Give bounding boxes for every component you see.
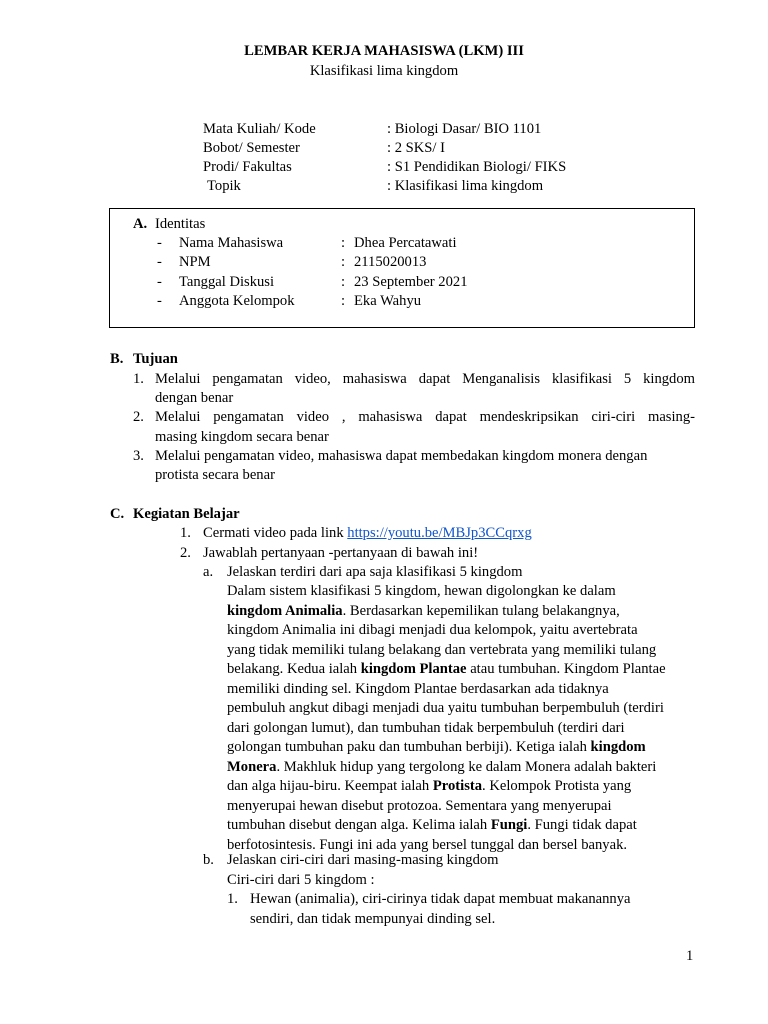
course-info-label: Bobot/ Semester: [203, 140, 300, 156]
answer-line: dari golongan lumut), dan tumbuhan tidak berpembuluh (terdiri dari: [227, 719, 625, 736]
answer-text: . Kelompok Protista yang: [482, 778, 632, 794]
answer-line: [227, 602, 693, 622]
tujuan-line: dengan benar: [155, 390, 234, 406]
section-heading: Identitas: [155, 216, 206, 232]
section-marker: B.: [110, 351, 124, 367]
bold-term: Monera: [227, 758, 277, 775]
bold-term: Fungi: [490, 817, 528, 833]
document-title: LEMBAR KERJA MAHASISWA (LKM) III: [244, 43, 524, 59]
answer-line: yang tidak memiliki tulang belakang dan vertebrata yang memiliki tulang: [227, 641, 657, 658]
course-info-value: : Biologi Dasar/ BIO 1101: [387, 121, 542, 137]
question-text: Jelaskan terdiri dari apa saja klasifikasi 5 kingdom: [227, 564, 523, 580]
identitas-value: 23 September 2021: [354, 274, 468, 290]
identitas-label: Tanggal Diskusi: [179, 274, 275, 290]
step-text: [203, 524, 532, 544]
answer-line: [227, 738, 693, 758]
answer-text: belakang. Kedua ialah: [227, 661, 361, 677]
identitas-colon: :: [341, 274, 346, 290]
list-number: 1.: [180, 525, 191, 541]
list-dash: -: [157, 254, 162, 270]
identitas-value: Eka Wahyu: [354, 293, 422, 309]
identitas-colon: :: [341, 254, 346, 270]
list-dash: -: [157, 274, 162, 290]
tujuan-line: Melalui pengamatan video , mahasiswa dapat mendeskripsikan ciri-ciri masing-: [155, 409, 695, 425]
section-marker: A.: [133, 216, 148, 232]
list-number: 3.: [133, 448, 144, 464]
list-dash: -: [157, 235, 162, 251]
identitas-value: Dhea Percatawati: [354, 235, 457, 251]
course-info-label: Mata Kuliah/ Kode: [203, 121, 316, 137]
answer-line: sendiri, dan tidak mempunyai dinding sel.: [250, 911, 496, 927]
question-marker: b.: [203, 852, 214, 868]
bold-term: kingdom: [590, 739, 646, 755]
course-info-value: : Klasifikasi lima kingdom: [387, 178, 544, 194]
list-number: 1.: [133, 371, 144, 387]
answer-a-paragraph: [227, 582, 693, 855]
answer-text: atau tumbuhan. Kingdom Plantae: [466, 661, 666, 677]
answer-text: . Makhluk hidup yang tergolong ke dalam Monera adalah bakteri: [276, 758, 657, 775]
answer-text: . Berdasarkan kepemilikan tulang belakangnya,: [342, 602, 620, 619]
tujuan-line: protista secara benar: [155, 467, 275, 483]
bold-term: kingdom Animalia: [227, 602, 343, 619]
identitas-value: 2115020013: [354, 254, 427, 270]
video-link[interactable]: https://youtu.be/MBJp3CCqrxg: [347, 525, 532, 541]
answer-intro: Ciri-ciri dari 5 kingdom :: [227, 872, 375, 888]
answer-line: memiliki dinding sel. Kingdom Plantae berdasarkan ada tidaknya: [227, 680, 609, 697]
answer-line: pembuluh angkut dibagi menjadi dua yaitu tumbuhan berpembuluh (terdiri: [227, 700, 664, 716]
question-text: Jelaskan ciri-ciri dari masing-masing kingdom: [227, 852, 499, 868]
section-marker: C.: [110, 506, 125, 522]
answer-text: tumbuhan disebut dengan alga. Kelima ialah: [227, 817, 491, 833]
answer-line: menyerupai hewan disebut protozoa. Sementara yang menyerupai: [227, 797, 612, 814]
section-heading: Kegiatan Belajar: [133, 506, 240, 522]
identitas-colon: :: [341, 235, 346, 251]
answer-line: [227, 758, 693, 778]
tujuan-line: masing kingdom secara benar: [155, 429, 329, 445]
identitas-label: Nama Mahasiswa: [179, 235, 284, 251]
identitas-label: NPM: [179, 254, 211, 270]
tujuan-line: Melalui pengamatan video, mahasiswa dapat membedakan kingdom monera dengan: [155, 448, 648, 464]
answer-line: [227, 816, 693, 836]
answer-text: dan alga hijau-biru. Keempat ialah: [227, 778, 433, 794]
bold-term: kingdom Plantae: [360, 661, 467, 677]
answer-line: [227, 660, 693, 680]
answer-text: golongan tumbuhan paku dan tumbuhan berbiji). Ketiga ialah: [227, 739, 591, 755]
list-dash: -: [157, 293, 162, 309]
course-info-value: : 2 SKS/ I: [387, 140, 445, 156]
answer-line: kingdom Animalia ini dibagi menjadi dua kelompok, yaitu avertebrata: [227, 622, 638, 638]
step1-text: Cermati video pada link: [203, 525, 348, 541]
question-marker: a.: [203, 564, 214, 580]
answer-line: Hewan (animalia), ciri-cirinya tidak dapat membuat makanannya: [250, 891, 631, 907]
list-number: 2.: [180, 545, 191, 561]
identitas-label: Anggota Kelompok: [179, 293, 295, 309]
page-number: 1: [686, 948, 694, 964]
tujuan-line: Melalui pengamatan video, mahasiswa dapat Menganalisis klasifikasi 5 kingdom: [155, 371, 695, 387]
answer-line: [227, 777, 693, 797]
course-info-label: Prodi/ Fakultas: [203, 159, 292, 175]
answer-text: . Fungi tidak dapat: [527, 817, 637, 833]
answer-line: berfotosintesis. Fungi ini ada yang bersel tunggal dan bersel banyak.: [227, 836, 628, 853]
bold-term: Protista: [432, 778, 483, 794]
document-subtitle: Klasifikasi lima kingdom: [309, 63, 459, 79]
section-heading: Tujuan: [133, 351, 178, 367]
step-text: Jawablah pertanyaan -pertanyaan di bawah ini!: [203, 545, 479, 561]
list-number: 2.: [133, 409, 144, 425]
identitas-colon: :: [341, 293, 346, 309]
list-number: 1.: [227, 891, 238, 907]
course-info-value: : S1 Pendidikan Biologi/ FIKS: [387, 159, 567, 175]
answer-line: Dalam sistem klasifikasi 5 kingdom, hewan digolongkan ke dalam: [227, 583, 616, 599]
course-info-label: Topik: [207, 178, 241, 194]
